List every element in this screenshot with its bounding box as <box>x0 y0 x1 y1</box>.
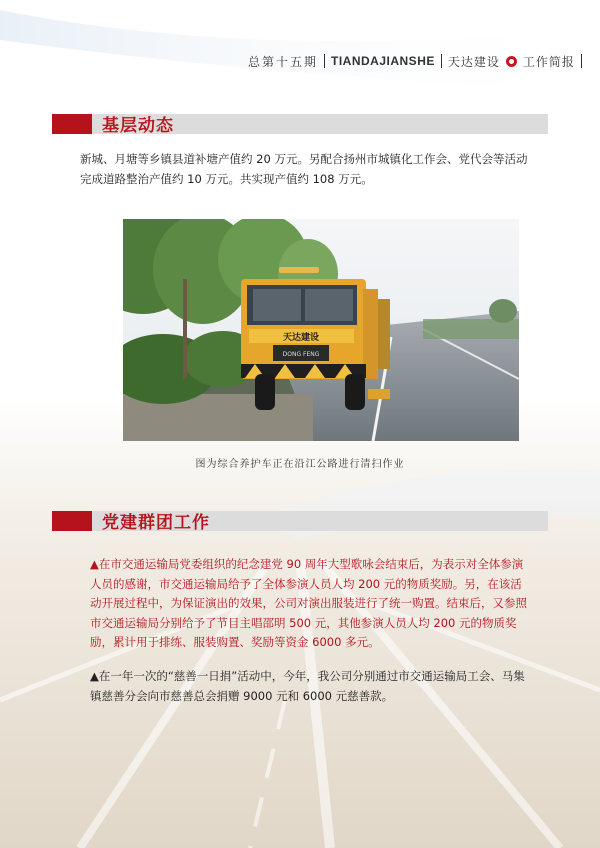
header-divider <box>324 54 325 68</box>
photo-caption: 图为综合养护车正在沿江公路进行清扫作业 <box>195 459 405 470</box>
section-header-party-work <box>52 511 548 531</box>
photo-cleaning-truck <box>123 219 519 441</box>
paragraph: ▲在一年一次的“慈善一日捐”活动中，今年，我公司分别通过市交通运输局工会、马集镇慈善分会向市慈善总会捐赠 9000 元和 6000 元慈善款。 <box>90 669 525 703</box>
header-divider <box>581 54 582 68</box>
paragraph-highlight: ▲在市交通运输局党委组织的纪念建党 90 周年大型歌咏会结束后，为表示对全体参演人员的感谢，市交通运输局给予了全体参演人员人均 200 元的物质奖励。另，在该活动开展过程中，为保证演出的效果，公司对演出服装进行了统一购置。结束后，又参照市交通运输局分别给予了节目主唱邵明 500 元，其他参演人员人均 200 元的物质奖励，累计用于排练、服装购置、奖励等资金 6000 多元。 <box>90 557 527 649</box>
brand-chinese: 天达建设 <box>447 54 500 69</box>
truck-brand-text: DONG FENG <box>282 351 320 358</box>
brand-english: TIANDAJIANSHE <box>331 54 435 68</box>
section-title: 基层动态 <box>102 116 174 136</box>
company-logo-icon <box>506 56 517 67</box>
page-header <box>248 50 582 72</box>
section-title: 党建群团工作 <box>102 513 210 533</box>
truck-sign-text: 天达建设 <box>282 333 320 343</box>
section-marker <box>52 114 92 134</box>
section-header-grassroots <box>52 114 548 134</box>
section-marker <box>52 511 92 531</box>
header-divider <box>441 54 442 68</box>
paragraph: 新城、月塘等乡镇县道补塘产值约 20 万元。另配合扬州市城镇化工作会、党代会等活动完成道路整治产值约 10 万元。共实现产值约 108 万元。 <box>80 152 528 186</box>
issue-number: 总第十五期 <box>248 54 319 69</box>
report-title: 工作简报 <box>522 54 575 69</box>
